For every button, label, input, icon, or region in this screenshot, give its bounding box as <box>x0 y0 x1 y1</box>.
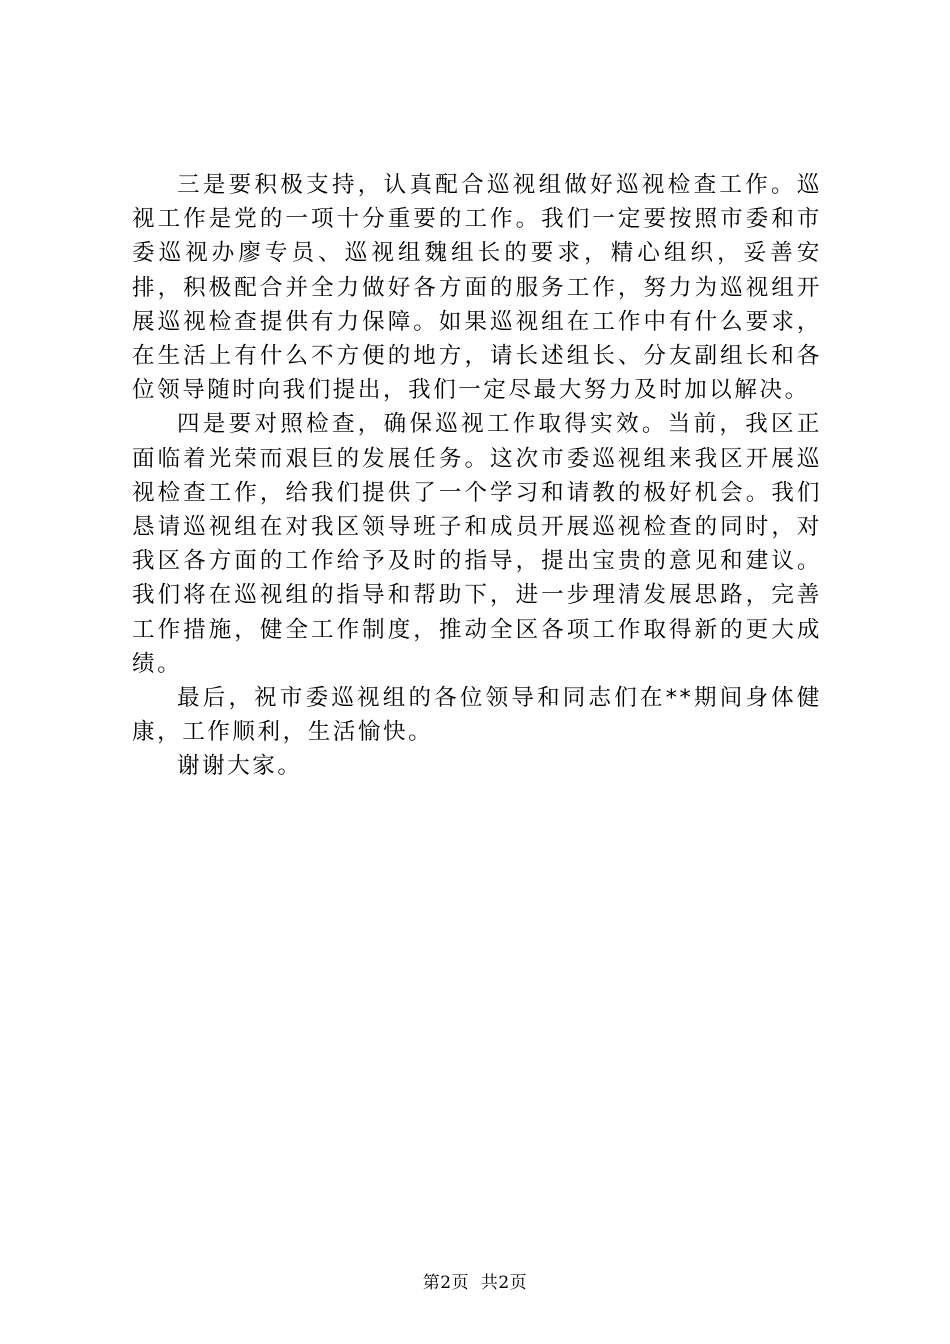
page-footer <box>0 1272 950 1294</box>
document-body <box>132 168 822 784</box>
paragraph-thanks: 谢谢大家。 <box>177 753 303 780</box>
paragraph-closing-wishes: 最后，祝市委巡视组的各位领导和同志们在**期间身体健康，工作顺利，生活愉快。 <box>132 685 822 746</box>
page-number: 第2页 共2页 <box>422 1273 528 1293</box>
paragraph-inspection-results: 四是要对照检查，确保巡视工作取得实效。当前，我区正面临着光荣而艰巨的发展任务。这次市委巡视组来我区开展巡视检查工作，给我们提供了一个学习和请教的极好机会。我们恳请巡视组在对我区领导班子和成员开展巡视检查的同时，对我区各方面的工作给予及时的指导，提出宝贵的意见和建议。我们将在巡视组的指导和帮助下，进一步理清发展思路，完善工作措施，健全工作制度，推动全区各项工作取得新的更大成绩。 <box>132 411 822 677</box>
paragraph-inspection-support: 三是要积极支持，认真配合巡视组做好巡视检查工作。巡视工作是党的一项十分重要的工作。我们一定要按照市委和市委巡视办廖专员、巡视组魏组长的要求，精心组织，妥善安排，积极配合并全力做好各方面的服务工作，努力为巡视组开展巡视检查提供有力保障。如果巡视组在工作中有什么要求，在生活上有什么不方便的地方，请长述组长、分友副组长和各位领导随时向我们提出，我们一定尽最大努力及时加以解决。 <box>132 172 822 404</box>
